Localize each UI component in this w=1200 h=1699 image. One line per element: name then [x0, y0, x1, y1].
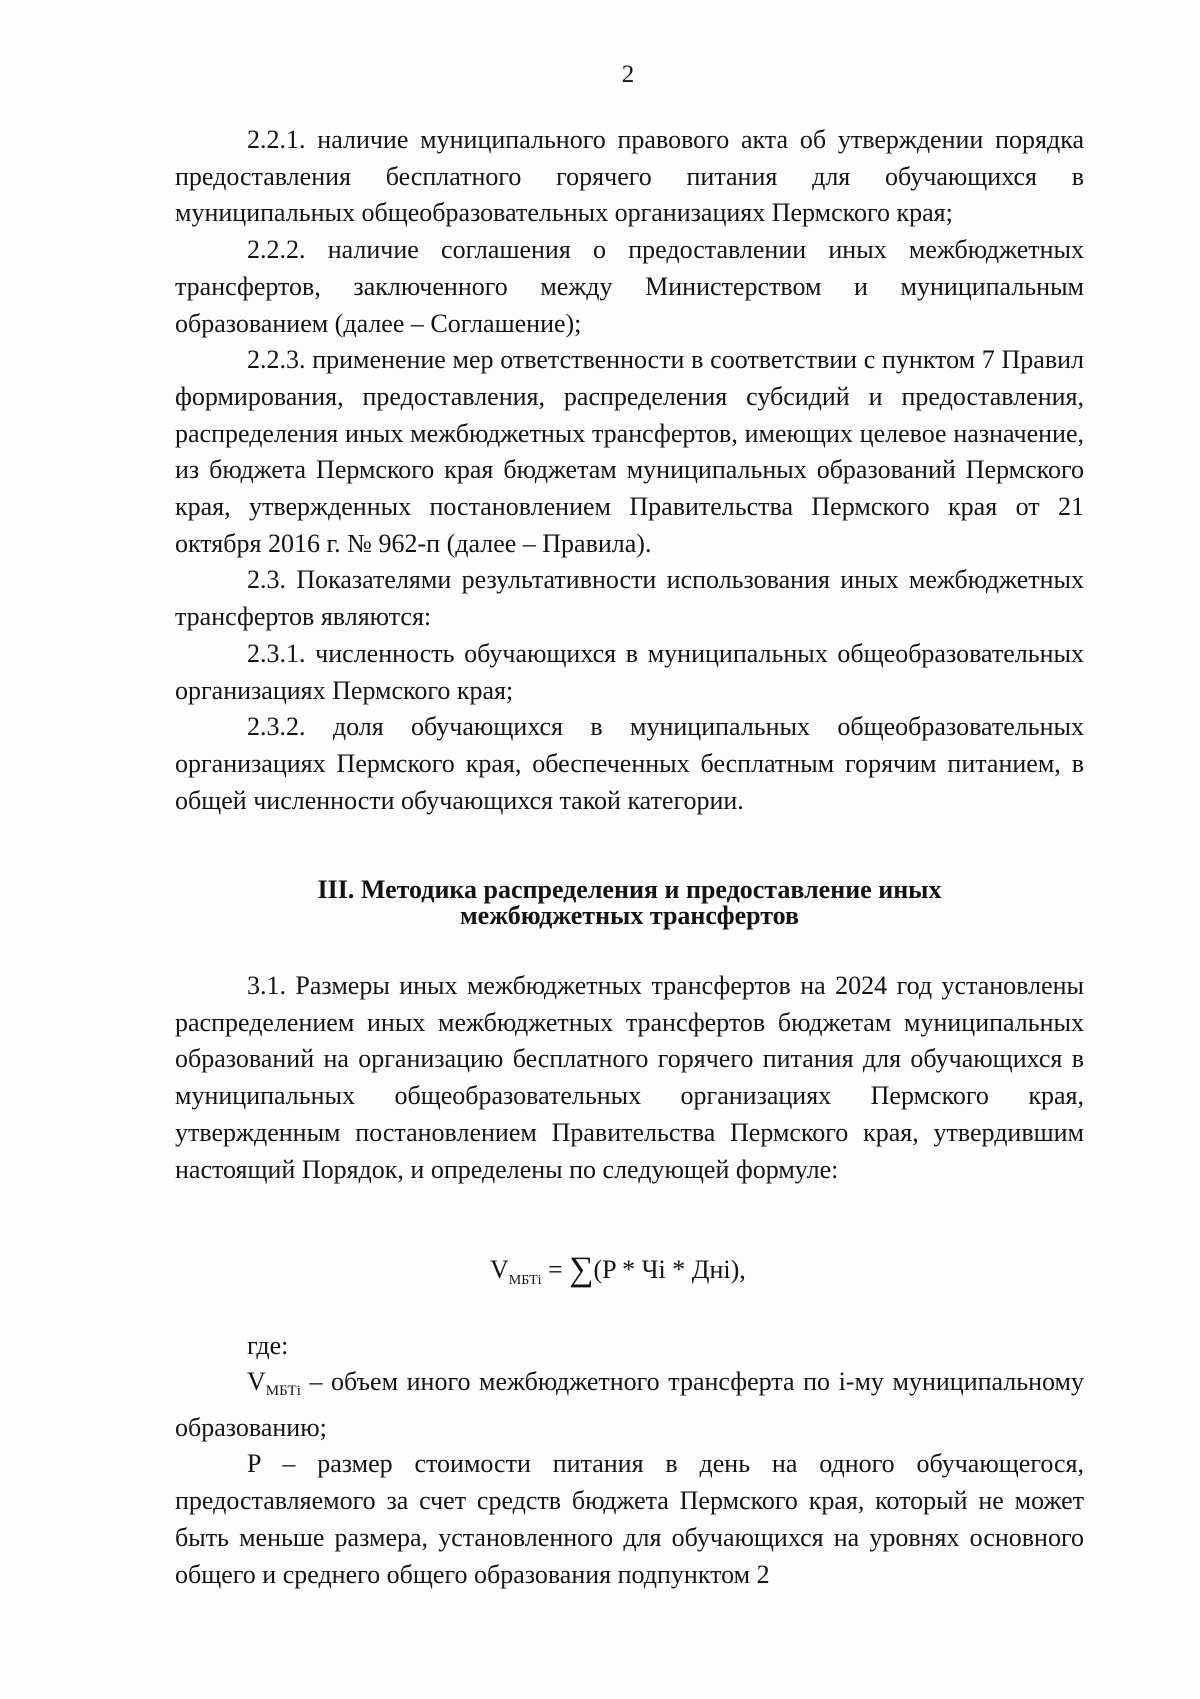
- paragraph-3-1: 3.1. Размеры иных межбюджетных трансфертов на 2024 год установлены распределением иных межбюджетных трансфертов бюджетам муниципальных образований на организацию бесплатного горячего питания для обучающихся в муниципальных общеобразовательных организациях Пермского края, утвержденным постановлением Правительства Пермского края, утвердившим настоящий Порядок, и определены по следующей формуле:: [175, 971, 1084, 1184]
- formula-equals: =: [541, 1255, 570, 1284]
- definition-p: P – размер стоимости питания в день на одного обучающегося, предоставляемого за счет средств бюджета Пермского края, который не может быть меньше размера, установленного для обучающихся на уровнях основного общего и среднего общего образования подпунктом 2: [175, 1449, 1084, 1589]
- where-label: где:: [247, 1331, 289, 1360]
- page-number: 2: [621, 61, 635, 88]
- paragraph-2-2-1: 2.2.1. наличие муниципального правового акта об утверждении порядка предоставления бесплатного горячего питания для обучающихся в муниципальных общеобразовательных организациях Пермского края;: [175, 125, 1084, 228]
- section-3-heading-line-1: III. Методика распределения и предоставление иных: [317, 875, 942, 904]
- definition-v-symbol: V: [247, 1367, 266, 1396]
- section-3-heading-line-2: межбюджетных трансфертов: [459, 901, 800, 930]
- section-3-heading: [175, 877, 1084, 929]
- paragraph-2-2-2: 2.2.2. наличие соглашения о предоставлении иных межбюджетных трансфертов, заключенного между Министерством и муниципальным образованием (далее – Соглашение);: [175, 235, 1084, 338]
- sum-sign: ∑: [569, 1251, 594, 1288]
- formula-rhs: (P * Чi * Днi),: [593, 1255, 746, 1284]
- paragraph-2-3-1: 2.3.1. численность обучающихся в муниципальных общеобразовательных организациях Пермского края;: [175, 638, 1084, 705]
- paragraph-2-3-2: 2.3.2. доля обучающихся в муниципальных общеобразовательных организациях Пермского края, обеспеченных бесплатным горячим питанием, в общей численности обучающихся такой категории.: [175, 712, 1084, 815]
- paragraph-2-2-3: 2.2.3. применение мер ответственности в соответствии с пунктом 7 Правил формирования, предоставления, распределения субсидий и предоставления, распределения иных межбюджетных трансфертов, имеющих целевое назначение, из бюджета Пермского края бюджетам муниципальных образований Пермского края, утвержденных постановлением Правительства Пермского края от 21 октября 2016 г. № 962-п (далее – Правила).: [175, 345, 1084, 558]
- definition-v-mbt: [175, 1364, 1084, 1446]
- paragraph-2-3: 2.3. Показателями результативности использования иных межбюджетных трансфертов являются:: [175, 565, 1084, 632]
- definitions-block: [175, 1364, 1084, 1593]
- formula-lhs-subscript: МБТi: [508, 1273, 542, 1288]
- definition-v-subscript: МБТi: [265, 1383, 301, 1399]
- allocation-formula: [490, 1250, 746, 1299]
- section-2-body: [175, 122, 1084, 819]
- formula-lhs: V: [490, 1255, 509, 1284]
- definition-v-text: – объем иного межбюджетного трансферта по i-му муниципальному образованию;: [175, 1367, 1084, 1442]
- section-3-body: [175, 968, 1084, 1188]
